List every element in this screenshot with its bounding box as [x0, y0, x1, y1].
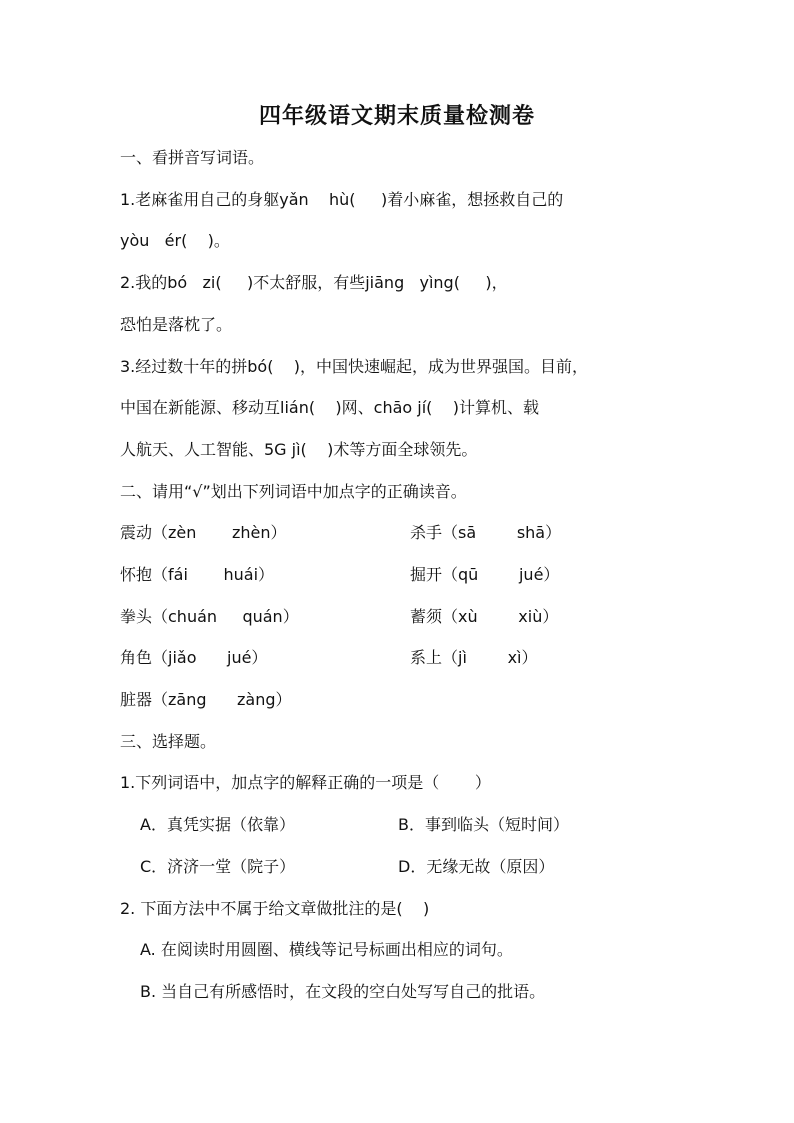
- choice-q1-option-a: A．真凭实据（依靠）: [140, 815, 295, 834]
- pinyin-item: 杀手（sā shā）: [410, 523, 562, 542]
- q2-line1: 2.我的bó zi( )不太舒服，有些jiāng yìng( )，: [120, 273, 508, 292]
- pinyin-item: 脏器（zāng zàng）: [120, 690, 292, 709]
- choice-q2-stem: 2. 下面方法中不属于给文章做批注的是( ): [120, 899, 430, 918]
- choice-q1-option-c: C．济济一堂（院子）: [140, 857, 296, 876]
- choice-q1-option-b: B．事到临头（短时间）: [398, 815, 569, 834]
- choice-q1-option-d: D．无缘无故（原因）: [398, 857, 555, 876]
- choice-q2-option-b: B. 当自己有所感悟时，在文段的空白处写写自己的批语。: [140, 982, 546, 1001]
- q2-line2: 恐怕是落枕了。: [120, 315, 233, 334]
- section3-heading: 三、选择题。: [120, 732, 217, 751]
- q3-line1: 3.经过数十年的拼bó( )，中国快速崛起，成为世界强国。目前，: [120, 357, 589, 376]
- pinyin-item: 拳头（chuán quán）: [120, 607, 299, 626]
- q3-line2: 中国在新能源、移动互lián( )网、chāo jí( )计算机、载: [120, 398, 540, 417]
- choice-q1-stem: 1.下列词语中，加点字的解释正确的一项是（ ）: [120, 773, 491, 792]
- pinyin-item: 系上（jì xì）: [410, 648, 538, 667]
- pinyin-item: 怀抱（fái huái）: [120, 565, 275, 584]
- pinyin-item: 震动（zèn zhèn）: [120, 523, 287, 542]
- q1-line2: yòu ér( )。: [120, 231, 230, 250]
- choice-q2-option-a: A. 在阅读时用圆圈、横线等记号标画出相应的词句。: [140, 940, 513, 959]
- section2-heading: 二、请用“√”划出下列词语中加点字的正确读音。: [120, 482, 467, 501]
- pinyin-item: 掘开（qū jué）: [410, 565, 560, 584]
- q1-line1: 1.老麻雀用自己的身躯yǎn hù( )着小麻雀，想拯救自己的: [120, 190, 564, 209]
- section1-heading: 一、看拼音写词语。: [120, 148, 265, 167]
- pinyin-item: 角色（jiǎo jué）: [120, 648, 268, 667]
- pinyin-item: 蓄须（xù xiù）: [410, 607, 559, 626]
- q3-line3: 人航天、人工智能、5G jì( )术等方面全球领先。: [120, 440, 478, 459]
- page-title: 四年级语文期末质量检测卷: [258, 103, 535, 129]
